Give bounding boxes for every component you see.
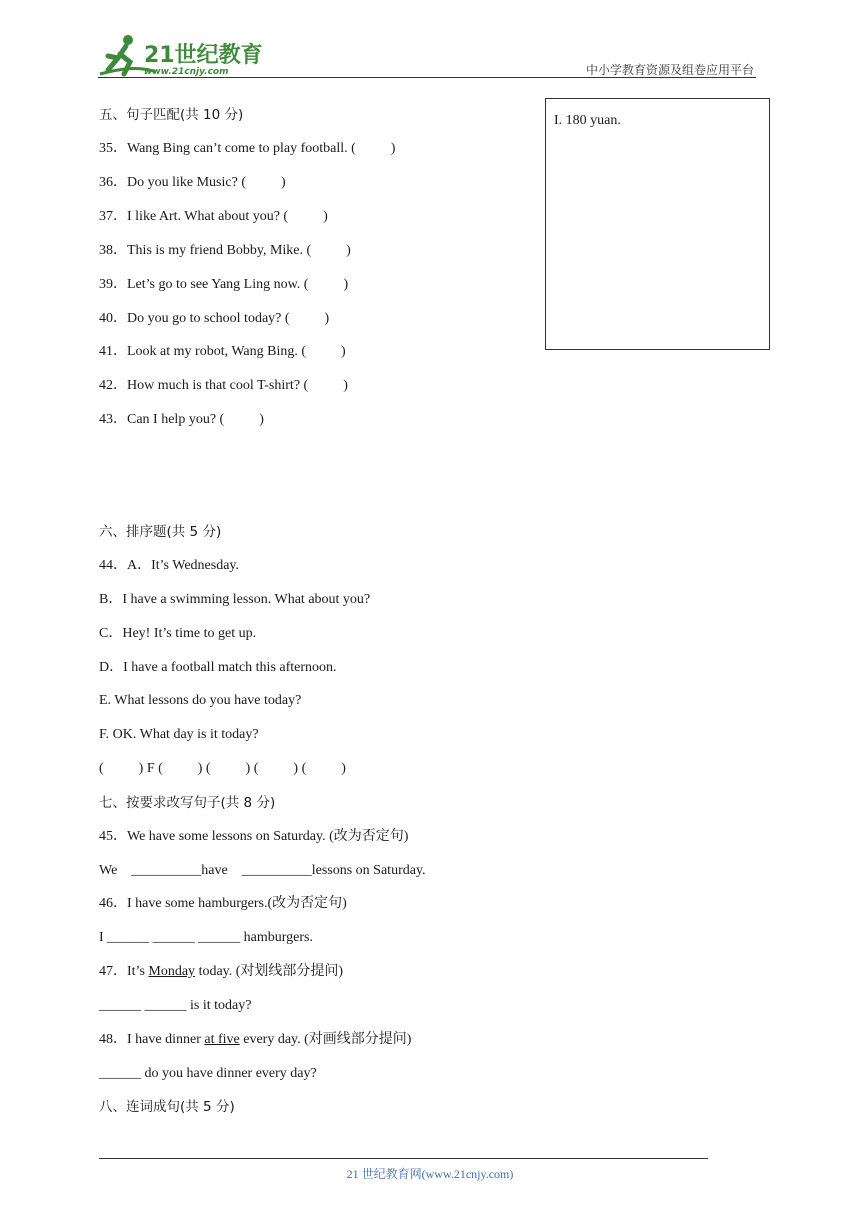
question-45: 45．We have some lessons on Saturday. (改为否定句) — [99, 829, 409, 844]
footer-text: 21 世纪教育网(www.21cnjy.com) — [346, 1167, 514, 1181]
question-48-underlined: at five — [204, 1032, 240, 1047]
answer-option-i: I. 180 yuan. — [554, 113, 621, 128]
answer-47: ______ ______ is it today? — [99, 998, 252, 1013]
question-46: 46．I have some hamburgers.(改为否定句) — [99, 896, 347, 911]
question-36: 36．Do you like Music? ( ) — [99, 175, 286, 190]
section-8-title: 八、连词成句(共 5 分) — [99, 1099, 235, 1115]
question-48-suffix: every day. (对画线部分提问) — [239, 1032, 412, 1047]
answer-45: We __________have __________lessons on Saturday. — [99, 863, 426, 878]
logo-url: www.21cnjy.com — [144, 67, 229, 77]
question-44-c: C．Hey! It’s time to get up. — [99, 626, 257, 641]
answer-box — [545, 98, 770, 350]
section-5-title: 五、句子匹配(共 10 分) — [99, 107, 244, 123]
footer-divider — [99, 1158, 708, 1159]
question-39: 39．Let’s go to see Yang Ling now. ( ) — [99, 277, 349, 292]
question-48-prefix: 48．I have dinner — [99, 1032, 205, 1047]
platform-name: 中小学教育资源及组卷应用平台 — [585, 63, 754, 77]
question-37: 37．I like Art. What about you? ( ) — [99, 209, 328, 224]
question-38: 38．This is my friend Bobby, Mike. ( ) — [99, 243, 351, 258]
question-47-suffix: today. (对划线部分提问) — [195, 964, 344, 979]
logo-text: 21世纪教育 — [144, 43, 263, 68]
question-44-f: F. OK. What day is it today? — [99, 727, 259, 742]
question-47 — [99, 963, 343, 981]
page-header — [0, 0, 860, 80]
question-41: 41．Look at my robot, Wang Bing. ( ) — [99, 344, 346, 359]
section-7-title: 七、按要求改写句子(共 8 分) — [99, 795, 276, 811]
question-42: 42．How much is that cool T-shirt? ( ) — [99, 378, 348, 393]
question-48 — [99, 1031, 411, 1049]
question-35: 35．Wang Bing can’t come to play football. ( ) — [99, 141, 396, 156]
answer-46: I ______ ______ ______ hamburgers. — [99, 930, 313, 945]
question-44-b: B．I have a swimming lesson. What about you? — [99, 592, 371, 607]
question-47-underlined: Monday — [148, 964, 196, 979]
question-44-d: D．I have a football match this afternoon. — [99, 660, 337, 675]
section-6-title: 六、排序题(共 5 分) — [99, 524, 222, 540]
logo — [96, 34, 266, 80]
header-divider — [98, 77, 756, 78]
question-43: 43．Can I help you? ( ) — [99, 412, 264, 427]
question-44-e: E. What lessons do you have today? — [99, 693, 302, 708]
question-47-prefix: 47．It’s — [99, 964, 149, 979]
question-40: 40．Do you go to school today? ( ) — [99, 311, 330, 326]
answer-48: ______ do you have dinner every day? — [99, 1066, 317, 1081]
question-44-a: 44．A．It’s Wednesday. — [99, 558, 240, 573]
order-answer-blanks: ( ) F ( ) ( ) ( ) ( ) — [99, 761, 346, 776]
